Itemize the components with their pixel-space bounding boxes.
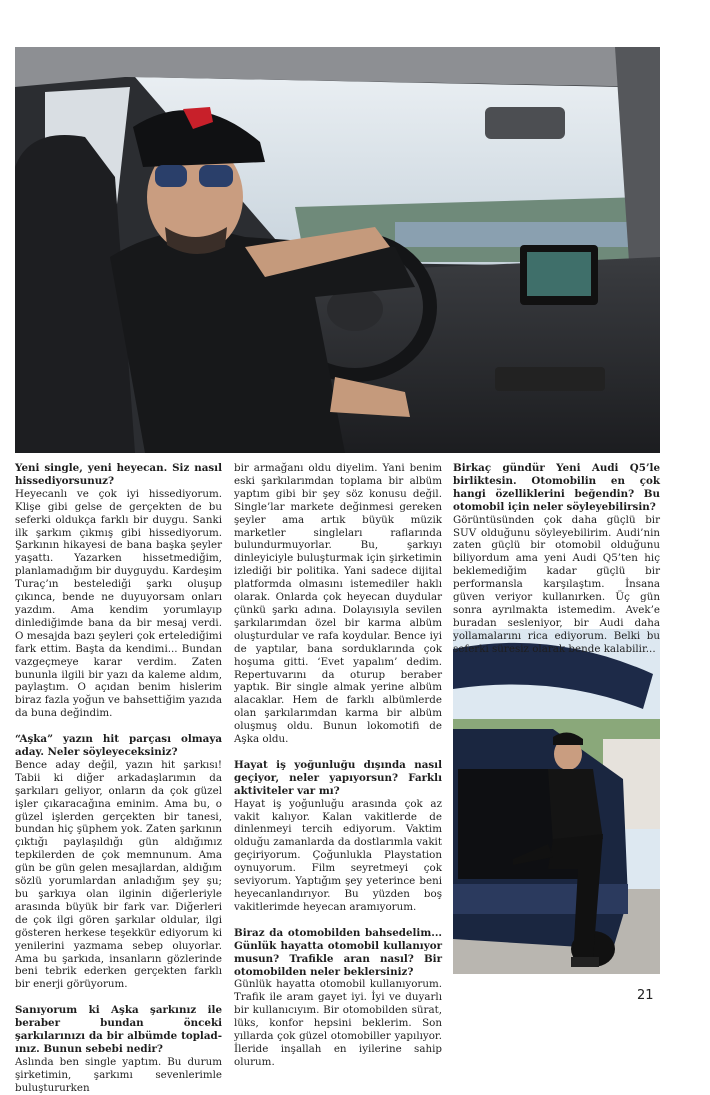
article-column-1: [15, 462, 222, 1095]
side-photo: [453, 629, 660, 974]
question-heading: “Aşka” yazın hit parçası olmaya aday. Neler söyleyeceksiniz?: [15, 733, 222, 759]
question-heading: Yeni single, yeni heyecan. Siz nasıl hissediyorsunuz?: [15, 462, 222, 487]
question-heading: Sanıyorum ki Aşka şarkınız ile beraber bundan önceki şarkılarınızı da bir albümde topladınız. Bunun sebebi nedir?: [15, 1004, 222, 1055]
page-number: 21: [637, 988, 654, 1003]
question-heading: Hayat iş yoğunluğu dışında nasıl geçiyor, neler yapıyorsun? Farklı aktiviteler var mı?: [234, 758, 442, 797]
article-column-3: [453, 462, 660, 656]
question-heading: Birkaç gündür Yeni Audi Q5’le birliktesin. Otomobilin en çok hangi özelliklerini beğendin? Bu otomobil için neler söyleyebilirsin?: [453, 462, 660, 513]
main-photo: [15, 47, 660, 453]
answer-paragraph: Heyecanlı ve çok iyi hissediyorum. Klişe gibi gelse de gerçekten de bu seferki oldukça farklı bir duygu. Sanki ilk şarkım çıkmış gibi hissediyorum. Şarkının hikayesi de bana başka şeyler yaşattı. Yazarken hissetmediğim, planlamadığım bir duyguydu. Kardeşim Turaç’ın bestelediği şarkı oluşup çıkınca, bende ne duyuyorsam onları yazdım. Ama kendim yorumlayıp dinlediğimde bana da bir mesaj verdi. O mesajda bazı şeyleri çok ertelediğimi fark ettim. Başta da kendimi... Bundan vazgeçmeye karar verdim. Zaten bununla ilgili bir yazı da kaleme aldım, paylaştım. O açıdan benim hislerim biraz fazla yoğun ve bahsettiğim yazıda da buna değindim.: [15, 487, 222, 720]
answer-paragraph: Aslında ben single yaptım. Bu durum şirketimin, şarkımı sevenlerimle buluştururken: [15, 1055, 222, 1094]
article-column-2: [234, 462, 442, 1069]
question-heading: Biraz da otomobilden bahsedelim... Günlük hayatta otomobil kullanıyor musun? Trafikle aran nasıl? Bir otomobilden neler beklersiniz?: [234, 926, 442, 978]
answer-paragraph: bir armağanı oldu diyelim. Yani benim eski şarkılarımdan toplama bir albüm yaptım gibi bir şey söz konusu değil. Single’lar markete değinmesi gereken şeyler ama artık büyük müzik marketler singleları raflarında bulundurmuyorlar. Bu, şarkıyı dinleyiciyle buluşturmak için şirketimin izlediği bir politika. Yani sadece dijital platformda olmasını istemediler haklı olarak. Onlarda çok heyecan duydular çünkü şarkı adına. Dolayısıyla sevilen şarkılarımdan özel bir karma albüm oluşturdular ve rafa koydular. Bence iyi de yaptılar, bana sorduklarında çok hoşuma gitti. ‘Evet yapalım’ dedim. Repertuvarını da oturup beraber yaptık. Bir single almak yerine albüm alacaklar. Hem de farklı albümlerde olan şarkılarımdan karma bir albüm oluşmuş oldu. Bunun lokomotifi de Aşka oldu.: [234, 462, 442, 746]
answer-paragraph: Hayat iş yoğunluğu arasında çok az vakit kalıyor. Kalan vakitlerde de dinlenmeyi tercih ediyorum. Vaktim olduğu zamanlarda da dostlarımla vakit geçiriyorum. Çoğunlukla Playstation oynuyorum. Film seyretmeyi çok seviyorum. Yaptığım şey yeterince beni heyecanlandırıyor. Bu yüzden boş vakitlerimde heyecan aramıyorum.: [234, 797, 442, 913]
answer-paragraph: Bence aday değil, yazın hit şarkısı! Tabii ki diğer arkadaşlarımın da şarkıları geliyor, onların da çok güzel işler çıkaracağına eminim. Ama bu, o güzel işlerden gerçekten bir tanesi, bundan hiç şüphem yok. Zaten şarkının çıktığı paylaşıldığı gün aldığımız tepkilerden de çok memnunum. Ama gün be gün gelen mesajlardan, aldığım sözlü yorumlardan anladığım şey şu; bu şarkıya olan ilginin diğerleriyle arasında büyük bir fark var. Diğerleri de çok ilgi gören şarkılar oldular, ilgi gösteren herkese teşekkür ediyorum ki yenilerini yazmama sebep oluyorlar. Ama bu şarkıda, insanların gözlerinde beni tebrik ederken gerçekten farklı bir enerji görüyorum.: [15, 758, 222, 991]
answer-paragraph: Görüntüsünden çok daha güçlü bir SUV olduğunu söyleyebilirim. Audi’nin zaten güçlü bir otomobil olduğunu biliyordum ama yeni Audi Q5’ten hiç beklemediğim kadar güçlü bir performansla karşılaştım. İnsana güven veriyor kullanırken. Üç gün sonra ayrılmakta istemedim. Avek’e buradan sesleniyor, bir Audi daha yollamalarını rica ediyorum. Belki bu seferki süresiz olarak bende kalabilir...: [453, 513, 660, 655]
answer-paragraph: Günlük hayatta otomobil kullanıyorum. Trafik ile aram gayet iyi. İyi ve duyarlı bir kullanıcıyım. Bir otomobilden sürat, lüks, konfor hepsini beklerim. Son yıllarda çok güzel otomobiller yapılıyor. İleride inşallah en iyilerine sahip olurum.: [234, 978, 442, 1068]
